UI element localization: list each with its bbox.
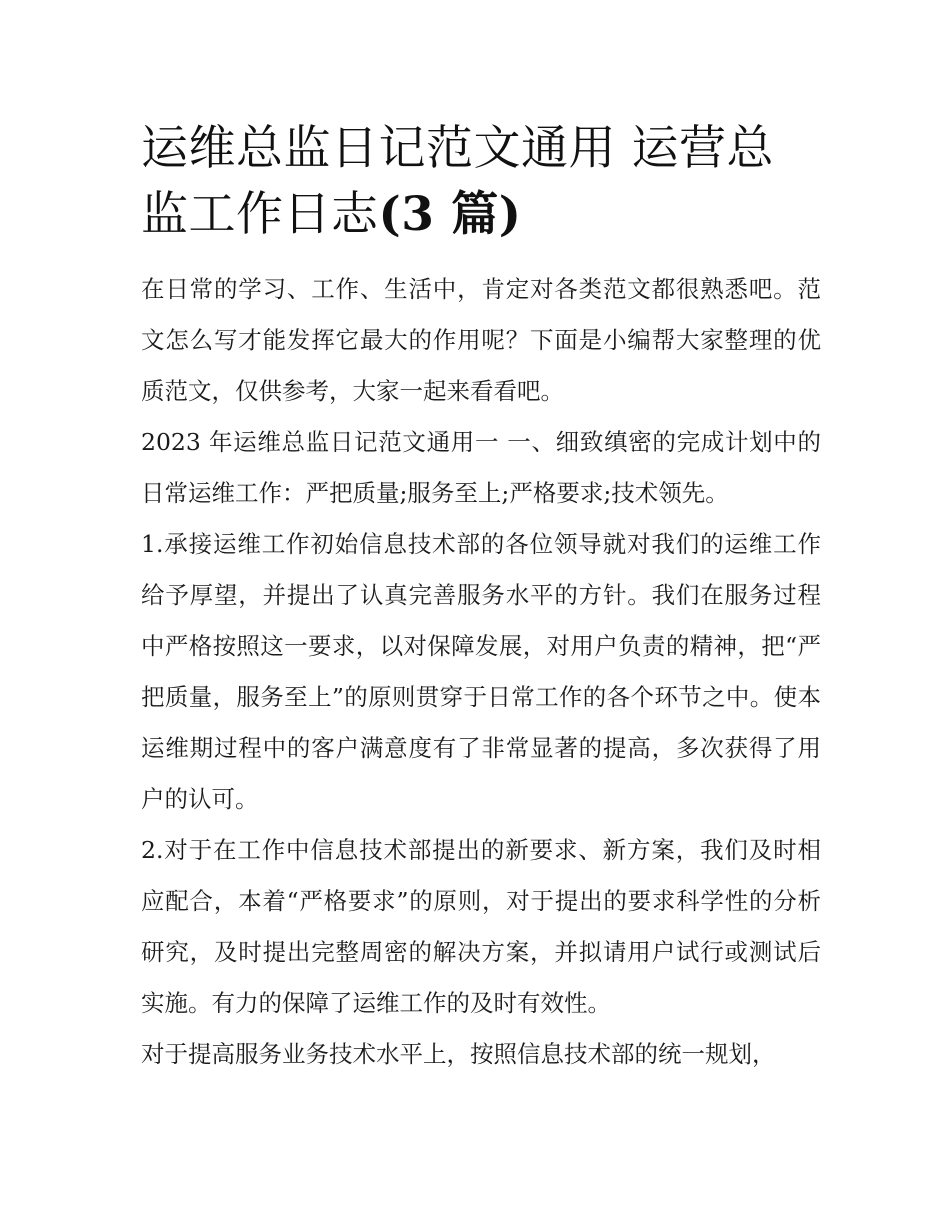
paragraph-section-one: 2023 年运维总监日记范文通用一 一、细致缜密的完成计划中的日常运维工作：严把质量;服务至上;严格要求;技术领先。	[141, 428, 821, 507]
document-content	[141, 116, 821, 1080]
document-title	[141, 116, 821, 248]
document-body	[141, 264, 821, 1080]
paragraph-technical-level: 对于提高服务业务技术水平上，按照信息技术部的统一规划，	[141, 1040, 776, 1068]
title-suffix: (3 篇)	[378, 187, 522, 242]
paragraph-item-1: 1.承接运维工作初始信息技术部的各位领导就对我们的运维工作给予厚望，并提出了认真完善服务水平的方针。我们在服务过程中严格按照这一要求，以对保障发展，对用户负责的精神，把“严把质量，服务至上”的原则贯穿于日常工作的各个环节之中。使本运维期过程中的客户满意度有了非常显著的提高，多次获得了用户的认可。	[141, 530, 821, 813]
title-main: 运维总监日记范文通用 运营总监工作日志	[141, 121, 774, 242]
paragraph-intro: 在日常的学习、工作、生活中，肯定对各类范文都很熟悉吧。范文怎么写才能发挥它最大的作用呢？下面是小编帮大家整理的优质范文，仅供参考，大家一起来看看吧。	[141, 275, 821, 405]
paragraph-item-2: 2.对于在工作中信息技术部提出的新要求、新方案，我们及时相应配合，本着“严格要求”的原则，对于提出的要求科学性的分析研究，及时提出完整周密的解决方案，并拟请用户试行或测试后实施。有力的保障了运维工作的及时有效性。	[141, 836, 821, 1017]
